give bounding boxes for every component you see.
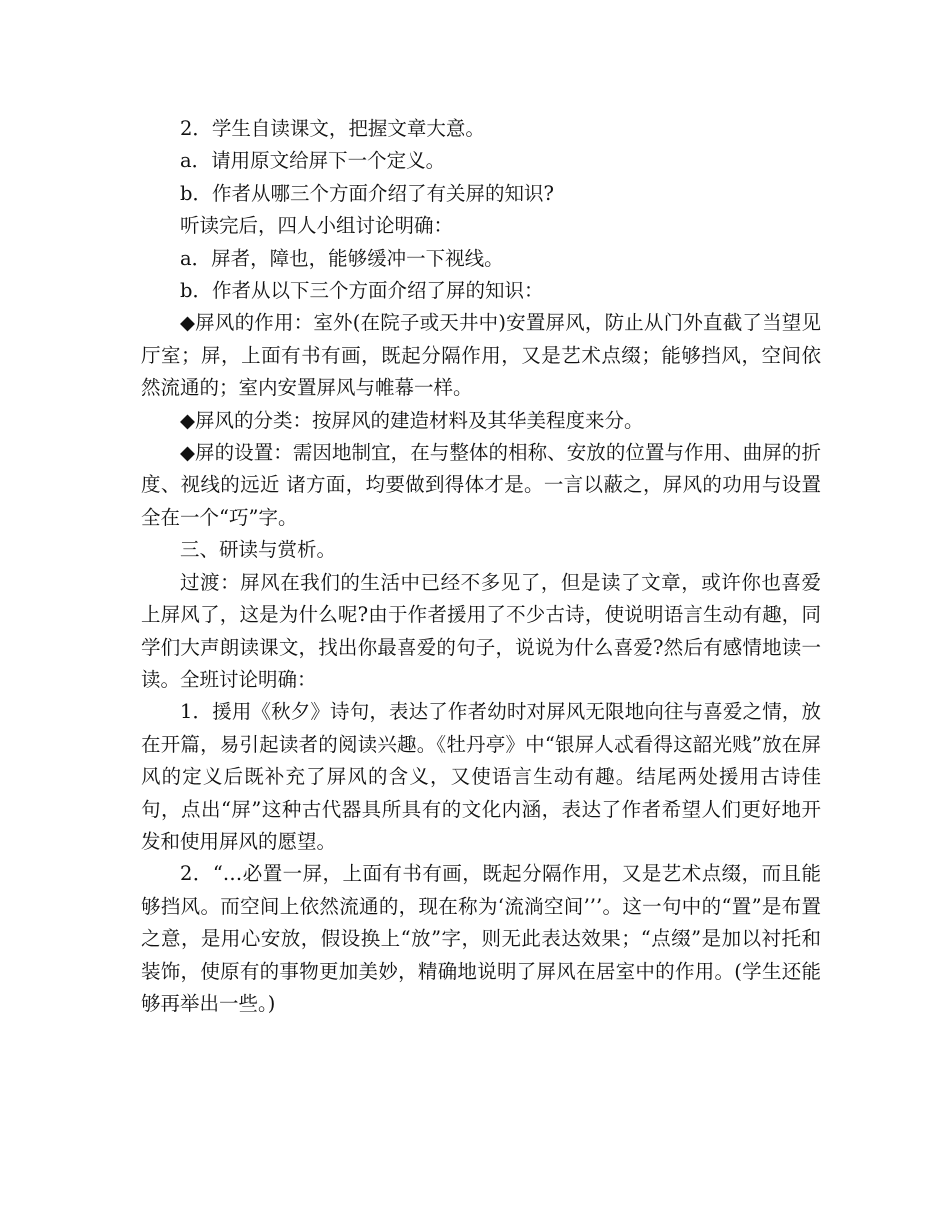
paragraph-step-2: 2．学生自读课文，把握文章大意。 — [180, 117, 485, 140]
paragraph-answer-a: a．屏者，障也，能够缓冲一下视线。 — [180, 246, 504, 270]
paragraph-discussion-intro: 听读完后，四人小组讨论明确： — [180, 214, 454, 238]
paragraph-transition: 过渡：屏风在我们的生活中已经不多见了，但是读了文章，或许你也喜爱上屏风了，这是为什么呢?由于作者援用了不少古诗，使说明语言生动有趣，同学们大声朗读课文，找出你最喜爱的句子，说说为什么喜爱?然后有感情地读一读。全班讨论明确： — [141, 570, 821, 691]
section-heading-study: 三、研读与赏析。 — [180, 538, 337, 562]
paragraph-question-a: a．请用原文给屏下一个定义。 — [180, 149, 446, 173]
paragraph-answer-b: b．作者从以下三个方面介绍了屏的知识： — [180, 279, 544, 303]
paragraph-point-2: 2．“…必置一屏，上面有书有画，既起分隔作用，又是艺术点缀，而且能够挡风。而空间上依然流通的，现在称为‘流淌空间’’’。这一句中的“置”是布置之意，是用心安放，假设换上“放”字，则无此表达效果；“点缀”是加以衬托和装饰，使原有的事物更加美妙，精确地说明了屏风在居室中的作用。(学生还能够再举出一些。) — [141, 862, 821, 1015]
paragraph-point-1: 1．援用《秋夕》诗句，表达了作者幼时对屏风无限地向往与喜爱之情，放在开篇，易引起读者的阅读兴趣。《牡丹亭》中“银屏人忒看得这韶光贱”放在屏风的定义后既补充了屏风的含义，又使语言生动有趣。结尾两处援用古诗佳句，点出“屏”这种古代器具所具有的文化内涵，表达了作者希望人们更好地开发和使用屏风的愿望。 — [141, 700, 821, 853]
bullet-screen-function: ◆屏风的作用：室外(在院子或天井中)安置屏风，防止从门外直截了当望见厅室；屏，上面有书有画，既起分隔作用，又是艺术点缀；能够挡风，空间依然流通的；室内安置屏风与帷幕一样。 — [141, 311, 821, 400]
document-page — [141, 113, 821, 1020]
paragraph-question-b: b．作者从哪三个方面介绍了有关屏的知识? — [180, 181, 554, 205]
bullet-screen-classification: ◆屏风的分类：按屏风的建造材料及其华美程度来分。 — [180, 408, 644, 432]
bullet-screen-setting: ◆屏的设置：需因地制宜，在与整体的相称、安放的位置与作用、曲屏的折度、视线的远近 诸方面，均要做到得体才是。一言以蔽之，屏风的功用与设置全在一个“巧”字。 — [141, 441, 821, 529]
